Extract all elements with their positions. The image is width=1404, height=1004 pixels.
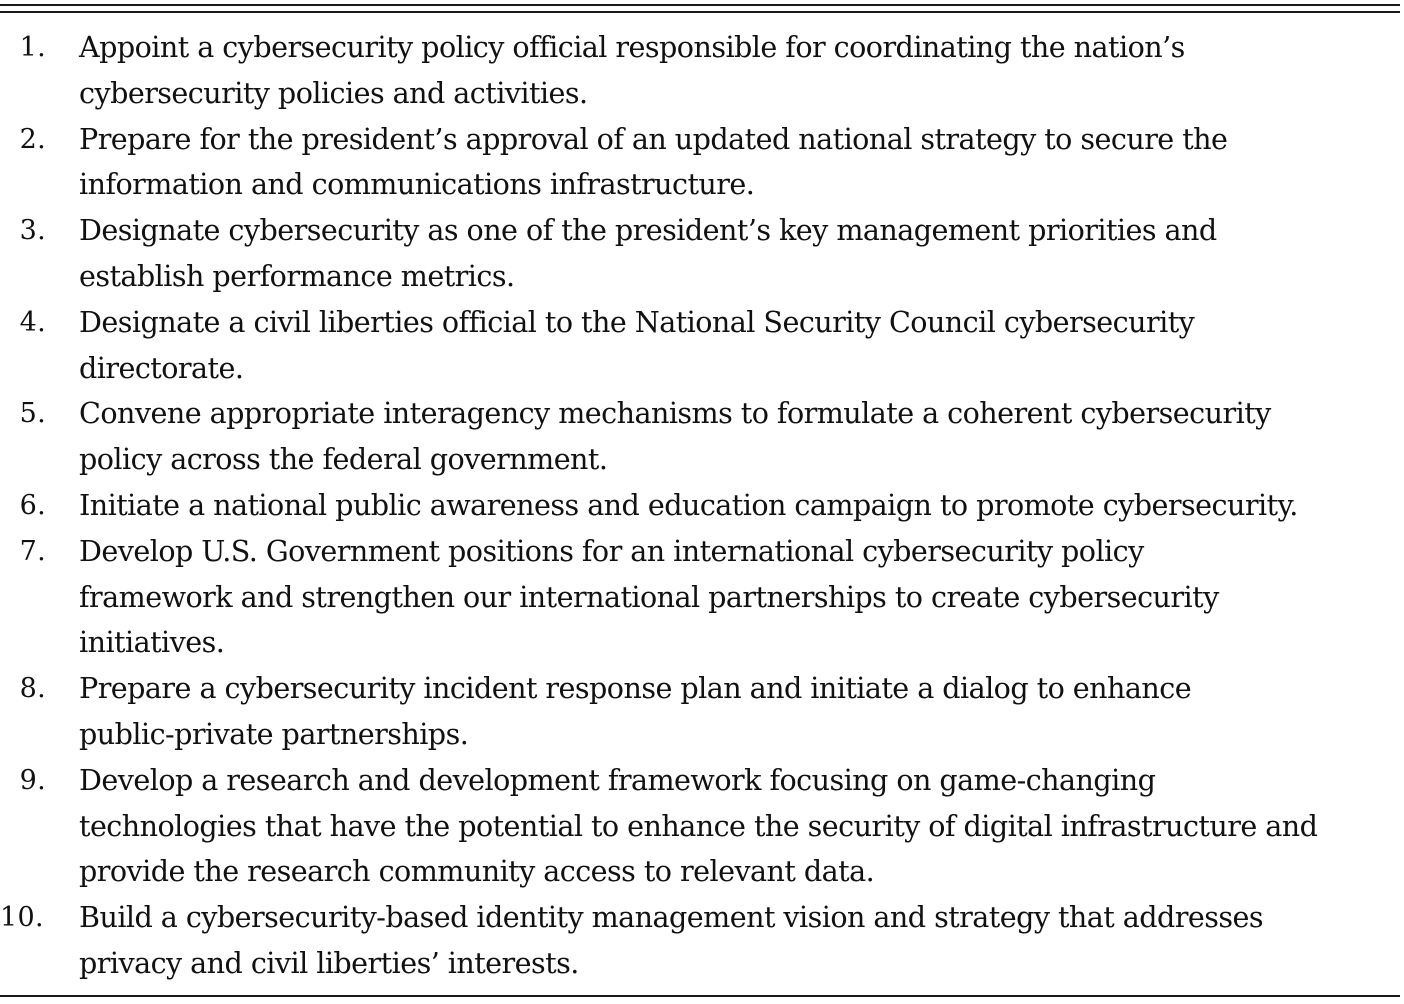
list-item [0, 895, 1404, 987]
item-number: 7. [19, 535, 46, 567]
item-number: 3. [19, 215, 46, 247]
item-number: 5. [19, 398, 46, 430]
top-rule-inner [0, 11, 1400, 13]
item-text: Convene appropriate interagency mechanisms to formulate a coherent cybersecurity policy across the federal government. [79, 396, 1271, 477]
item-text: Develop a research and development framework focusing on game-changing technologies that have the potential to enhance the security of digital infrastructure and provide the research community access to relevant data. [79, 762, 1318, 889]
list-item [0, 117, 1404, 209]
item-number: 8. [19, 673, 46, 705]
recommendation-list [0, 25, 1404, 987]
item-number: 4. [19, 306, 46, 338]
list-item [0, 758, 1404, 895]
list-item [0, 300, 1404, 392]
item-text: Develop U.S. Government positions for an international cybersecurity policy framework and strengthen our international partnerships to create cybersecurity initiatives. [79, 533, 1219, 660]
list-item [0, 25, 1404, 117]
top-rule-outer [0, 4, 1400, 6]
item-number: 2. [19, 123, 46, 155]
list-item [0, 483, 1404, 529]
item-text: Build a cybersecurity-based identity management vision and strategy that addresses privacy and civil liberties’ interests. [79, 900, 1263, 980]
item-text: Prepare for the president’s approval of an updated national strategy to secure the information and communications infrastructure. [79, 121, 1228, 202]
list-item [0, 391, 1404, 483]
item-number: 1. [19, 32, 46, 63]
list-item [0, 529, 1404, 666]
list-item [0, 208, 1404, 300]
item-text: Designate a civil liberties official to the National Security Council cybersecurity directorate. [79, 304, 1195, 385]
item-text: Designate cybersecurity as one of the president’s key management priorities and establish performance metrics. [79, 213, 1217, 293]
item-number: 9. [19, 764, 46, 796]
item-number: 6. [19, 489, 46, 521]
item-text: Initiate a national public awareness and education campaign to promote cybersecurity. [79, 487, 1298, 522]
item-text: Prepare a cybersecurity incident response plan and initiate a dialog to enhance public-private partnerships. [79, 671, 1192, 751]
list-item [0, 666, 1404, 758]
bottom-rule [0, 995, 1400, 997]
item-text: Appoint a cybersecurity policy official responsible for coordinating the nation’s cybersecurity policies and activities. [79, 30, 1185, 110]
item-number: 10. [0, 902, 44, 934]
